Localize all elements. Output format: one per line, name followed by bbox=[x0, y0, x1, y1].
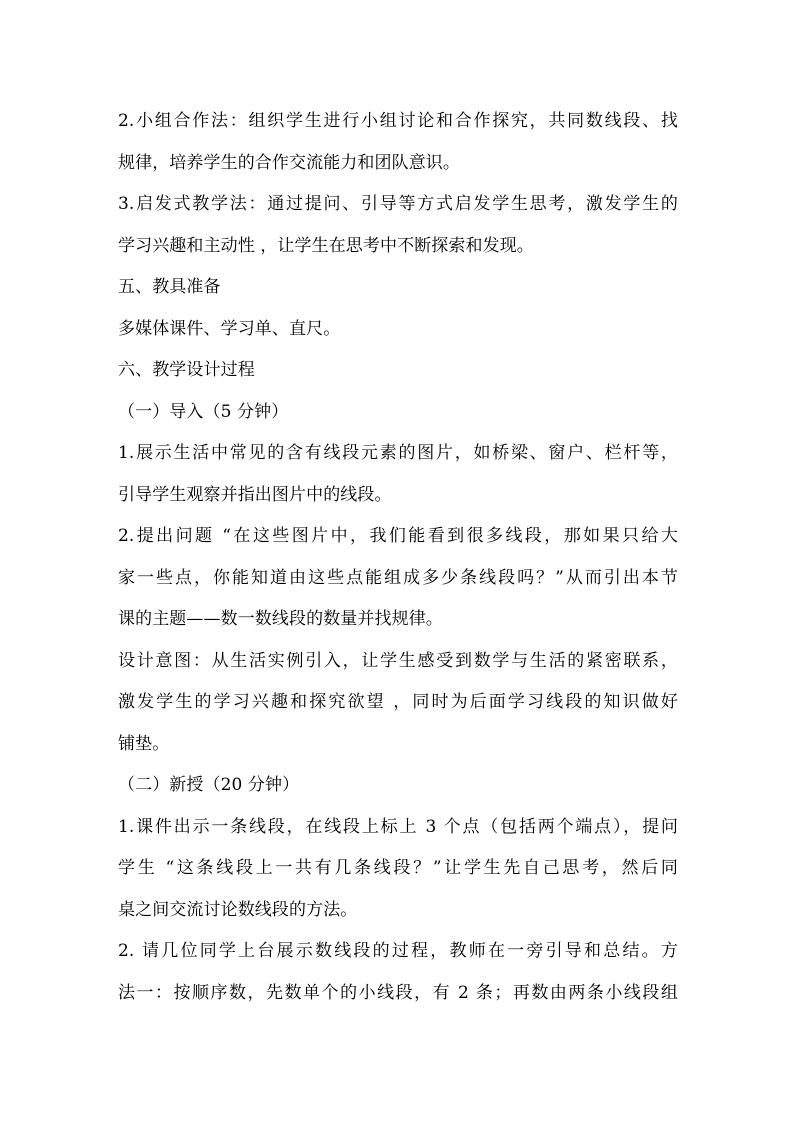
text-line: 桌之间交流讨论数线段的方法。 bbox=[118, 899, 358, 920]
text-line: 家一些点，你能知道由这些点能组成多少条线段吗？”从而引出本节 bbox=[118, 567, 678, 588]
text-line: （一）导入（5 分钟） bbox=[118, 401, 289, 422]
text-line: 规律，培养学生的合作交流能力和团队意识。 bbox=[118, 152, 460, 173]
text-line: 多媒体课件、学习单、直尺。 bbox=[118, 318, 341, 339]
text-line: （二）新授（20 分钟） bbox=[118, 775, 300, 795]
text-line: 铺垫。 bbox=[118, 733, 170, 754]
document-body bbox=[118, 101, 678, 1014]
text-line: 激发学生的学习兴趣和探究欲望 ，同时为后面学习线段的知识做好 bbox=[118, 692, 678, 712]
text-line: 课的主题——数一数线段的数量并找规律。 bbox=[118, 609, 443, 629]
text-line: 1.展示生活中常见的含有线段元素的图片，如桥梁、窗户、栏杆等， bbox=[118, 443, 678, 463]
text-line: 2.提出问题 “在这些图片中，我们能看到很多线段，那如果只给大 bbox=[118, 526, 678, 546]
text-line: 法一：按顺序数，先数单个的小线段，有 2 条；再数由两条小线段组 bbox=[118, 982, 678, 1003]
text-line: 学生 “这条线段上一共有几条线段？”让学生先自己思考，然后同 bbox=[118, 858, 678, 878]
text-line: 2.小组合作法：组织学生进行小组讨论和合作探究，共同数线段、找 bbox=[118, 111, 678, 131]
text-line: 六、教学设计过程 bbox=[118, 360, 255, 380]
text-line: 学习兴趣和主动性 ，让学生在思考中不断探索和发现。 bbox=[118, 235, 534, 256]
text-line: 2. 请几位同学上台展示数线段的过程，教师在一旁引导和总结。方 bbox=[118, 941, 678, 961]
text-line: 3.启发式教学法：通过提问、引导等方式启发学生思考，激发学生的 bbox=[118, 194, 678, 214]
text-line: 设计意图：从生活实例引入，让学生感受到数学与生活的紧密联系， bbox=[118, 650, 678, 671]
text-line: 五、教具准备 bbox=[118, 277, 221, 297]
text-line: 1.课件出示一条线段，在线段上标上 3 个点（包括两个端点），提问 bbox=[118, 816, 678, 837]
text-line: 引导学生观察并指出图片中的线段。 bbox=[118, 484, 392, 505]
